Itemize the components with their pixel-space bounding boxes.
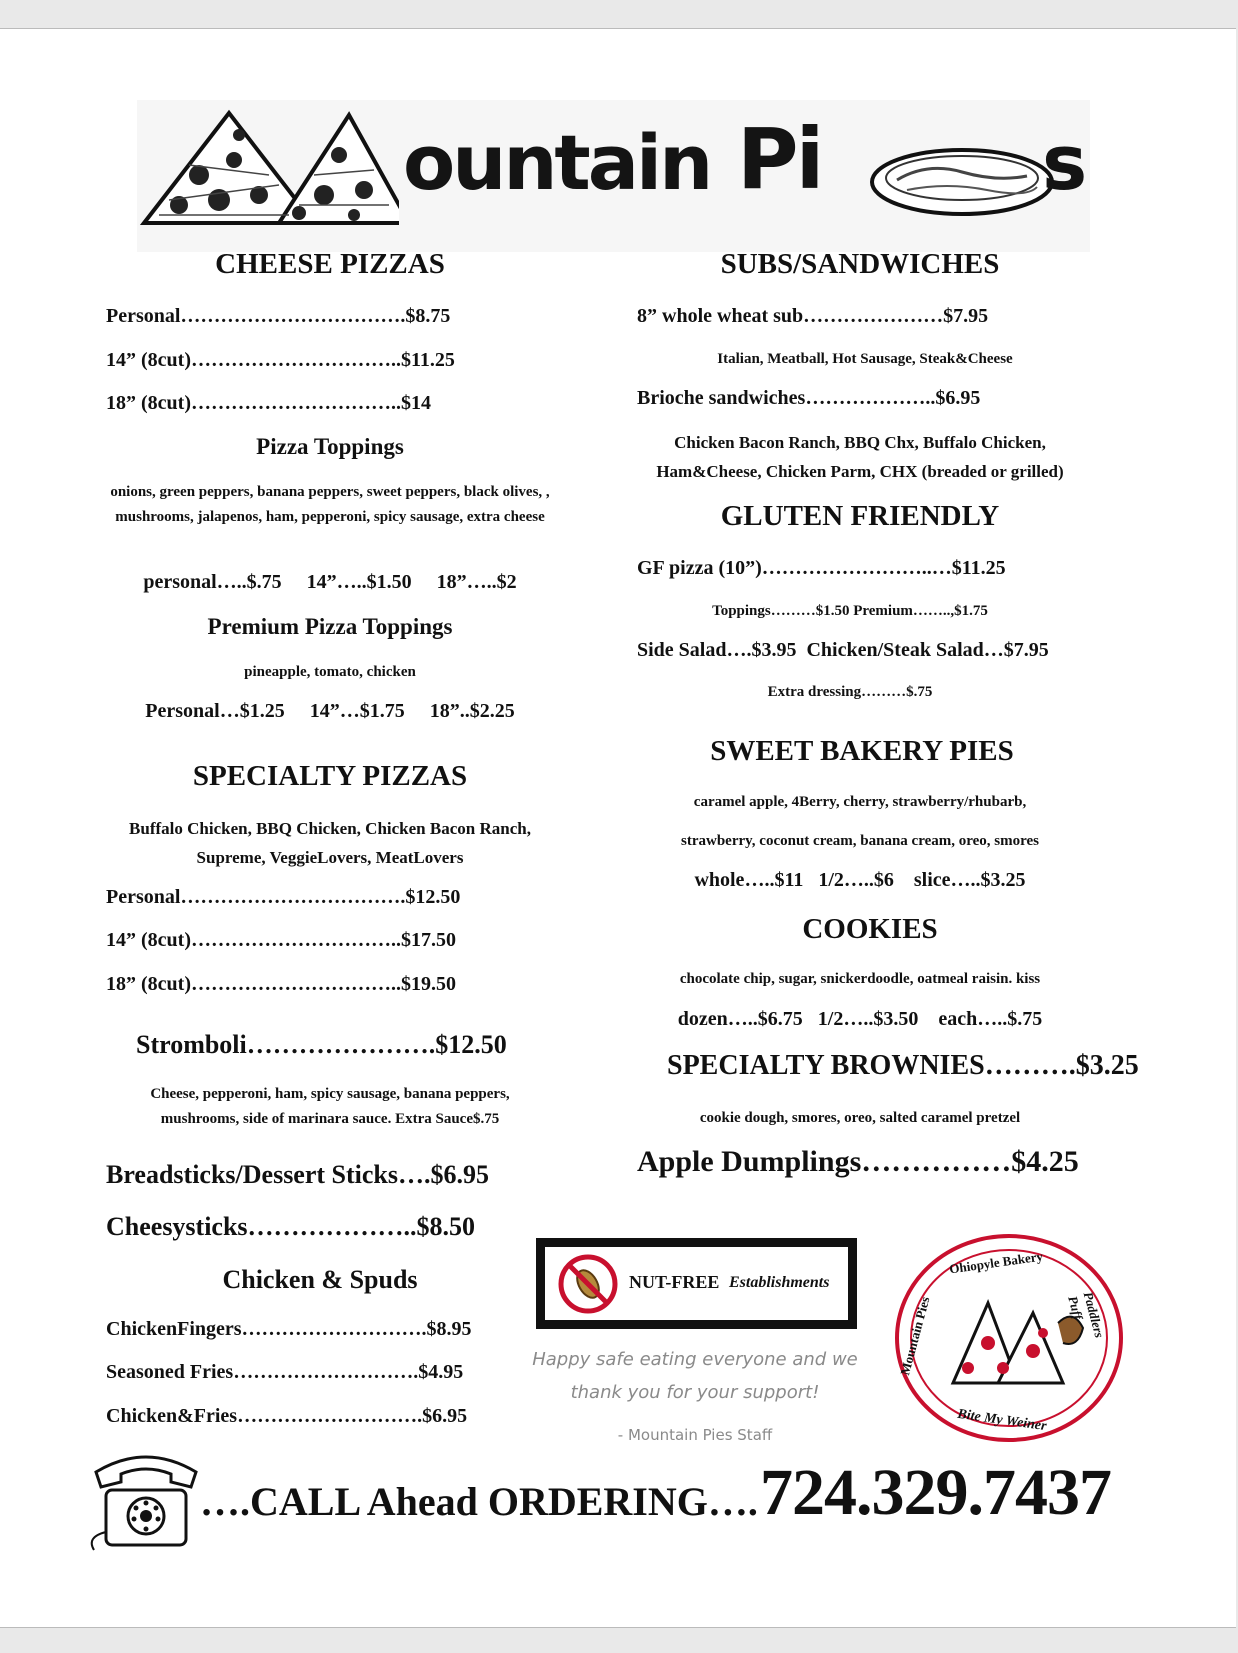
chicken-spuds-title: Chicken & Spuds [222, 1265, 418, 1294]
breadsticks-row: Breadsticks/Dessert Sticks….$6.95 [106, 1160, 490, 1189]
cookies-title: COOKIES [802, 913, 938, 945]
pies-description: caramel apple, 4Berry, cherry, strawberry/rhubarb, [693, 794, 1027, 810]
badge-text-bottom: Bite My Weiner [956, 1406, 1048, 1435]
nut-free-text: NUT-FREE [629, 1272, 720, 1292]
salad-row: Side Salad….$3.95 Chicken/Steak Salad…$7.95 [637, 639, 1049, 661]
sweet-pies-title: SWEET BAKERY PIES [710, 735, 1014, 767]
telephone-icon [86, 1442, 206, 1552]
pies-prices: whole…..$11 1/2…..$6 slice…..$3.25 [694, 869, 1026, 891]
cheesysticks-row: Cheesysticks………………..$8.50 [106, 1212, 476, 1241]
specialty-row: 14” (8cut)…………………………..$17.50 [106, 929, 456, 951]
staff-signature: - Mountain Pies Staff [617, 1426, 773, 1444]
logo-text-pi: Pi [737, 110, 822, 208]
specialty-description: Buffalo Chicken, BBQ Chicken, Chicken Bacon Ranch, Supreme, VeggieLovers, MeatLovers [129, 819, 531, 867]
cheese-row: Personal…………………………….$8.75 [106, 305, 451, 327]
specialty-pizzas-title: SPECIALTY PIZZAS [192, 760, 468, 792]
logo-text-s: s [1042, 118, 1085, 207]
nut-free-sign [536, 1238, 857, 1329]
cookies-prices: dozen…..$6.75 1/2…..$3.50 each…..$.75 [677, 1008, 1043, 1030]
pie-icon [867, 142, 1067, 222]
no-nuts-icon [557, 1253, 619, 1315]
bakery-badge [893, 1233, 1125, 1443]
specialty-row: Personal…………………………….$12.50 [106, 886, 461, 908]
badge-text-top: Ohiopyle Bakery [948, 1248, 1044, 1277]
chicken-row: Chicken&Fries……………………….$6.95 [106, 1405, 468, 1427]
logo-banner [137, 100, 1090, 252]
premium-toppings-title: Premium Pizza Toppings [207, 614, 453, 639]
stromboli-description: Cheese, pepperoni, ham, spicy sausage, banana peppers, mushrooms, side of marinara sauce. Extra Sauce$.75 [150, 1086, 510, 1127]
premium-prices: Personal…$1.25 14”…$1.75 18”..$2.25 [145, 700, 515, 722]
toppings-description: onions, green peppers, banana peppers, sweet peppers, black olives, , mushrooms, jalapenos, ham, pepperoni, spicy sausage, extra cheese [110, 484, 550, 525]
phone-number: 724.329.7437 [760, 1456, 1111, 1529]
gf-pizza-row: GF pizza (10”)……………………..…$11.25 [637, 557, 1006, 579]
chicken-row: ChickenFingers……………………….$8.95 [106, 1318, 472, 1340]
stromboli-row: Stromboli………………….$12.50 [136, 1030, 507, 1059]
logo-text-ountain: ountain [403, 118, 711, 207]
cheese-row: 14” (8cut)…………………………..$11.25 [106, 349, 455, 371]
cheese-pizzas-title: CHEESE PIZZAS [215, 248, 445, 280]
gluten-friendly-title: GLUTEN FRIENDLY [720, 500, 1000, 532]
gf-toppings: Toppings………$1.50 Premium……..,$1.75 [712, 603, 988, 619]
badge-text-left: Mountain Pies [897, 1295, 933, 1377]
cookies-description: chocolate chip, sugar, snickerdoodle, oatmeal raisin. kiss [679, 971, 1041, 987]
premium-description: pineapple, tomato, chicken [244, 664, 416, 680]
toppings-prices: personal…..$.75 14”…..$1.50 18”…..$2 [143, 571, 517, 593]
establishments-text: Establishments [729, 1274, 830, 1291]
pizza-slices-icon [139, 105, 399, 229]
brioche-description: Chicken Bacon Ranch, BBQ Chx, Buffalo Chicken, Ham&Cheese, Chicken Parm, CHX (breaded or grilled) [656, 433, 1064, 481]
pizza-toppings-title: Pizza Toppings [256, 434, 404, 459]
pies-description: strawberry, coconut cream, banana cream, oreo, smores [681, 833, 1039, 849]
badge-text-right: Paddlers Puff [1065, 1290, 1108, 1340]
call-ahead-text: ….CALL Ahead ORDERING…. [200, 1479, 758, 1524]
cheese-row: 18” (8cut)…………………………..$14 [106, 392, 431, 414]
apple-dumplings-row: Apple Dumplings……………$4.25 [637, 1145, 1079, 1178]
thanks-line: thank you for your support! [570, 1382, 820, 1403]
brioche-row: Brioche sandwiches………………..$6.95 [637, 387, 981, 409]
extra-dressing: Extra dressing………$.75 [767, 684, 933, 700]
thanks-line: Happy safe eating everyone and we [532, 1349, 858, 1370]
sub-description: Italian, Meatball, Hot Sausage, Steak&Cheese [717, 351, 1013, 367]
chicken-row: Seasoned Fries……………………….$4.95 [106, 1361, 464, 1383]
subs-title: SUBS/SANDWICHES [720, 248, 1000, 280]
brownies-description: cookie dough, smores, oreo, salted caramel pretzel [699, 1110, 1021, 1126]
sub-row: 8” whole wheat sub…………………$7.95 [637, 305, 989, 327]
specialty-row: 18” (8cut)…………………………..$19.50 [106, 973, 456, 995]
brownies-row: SPECIALTY BROWNIES……….$3.25 [667, 1050, 1139, 1081]
